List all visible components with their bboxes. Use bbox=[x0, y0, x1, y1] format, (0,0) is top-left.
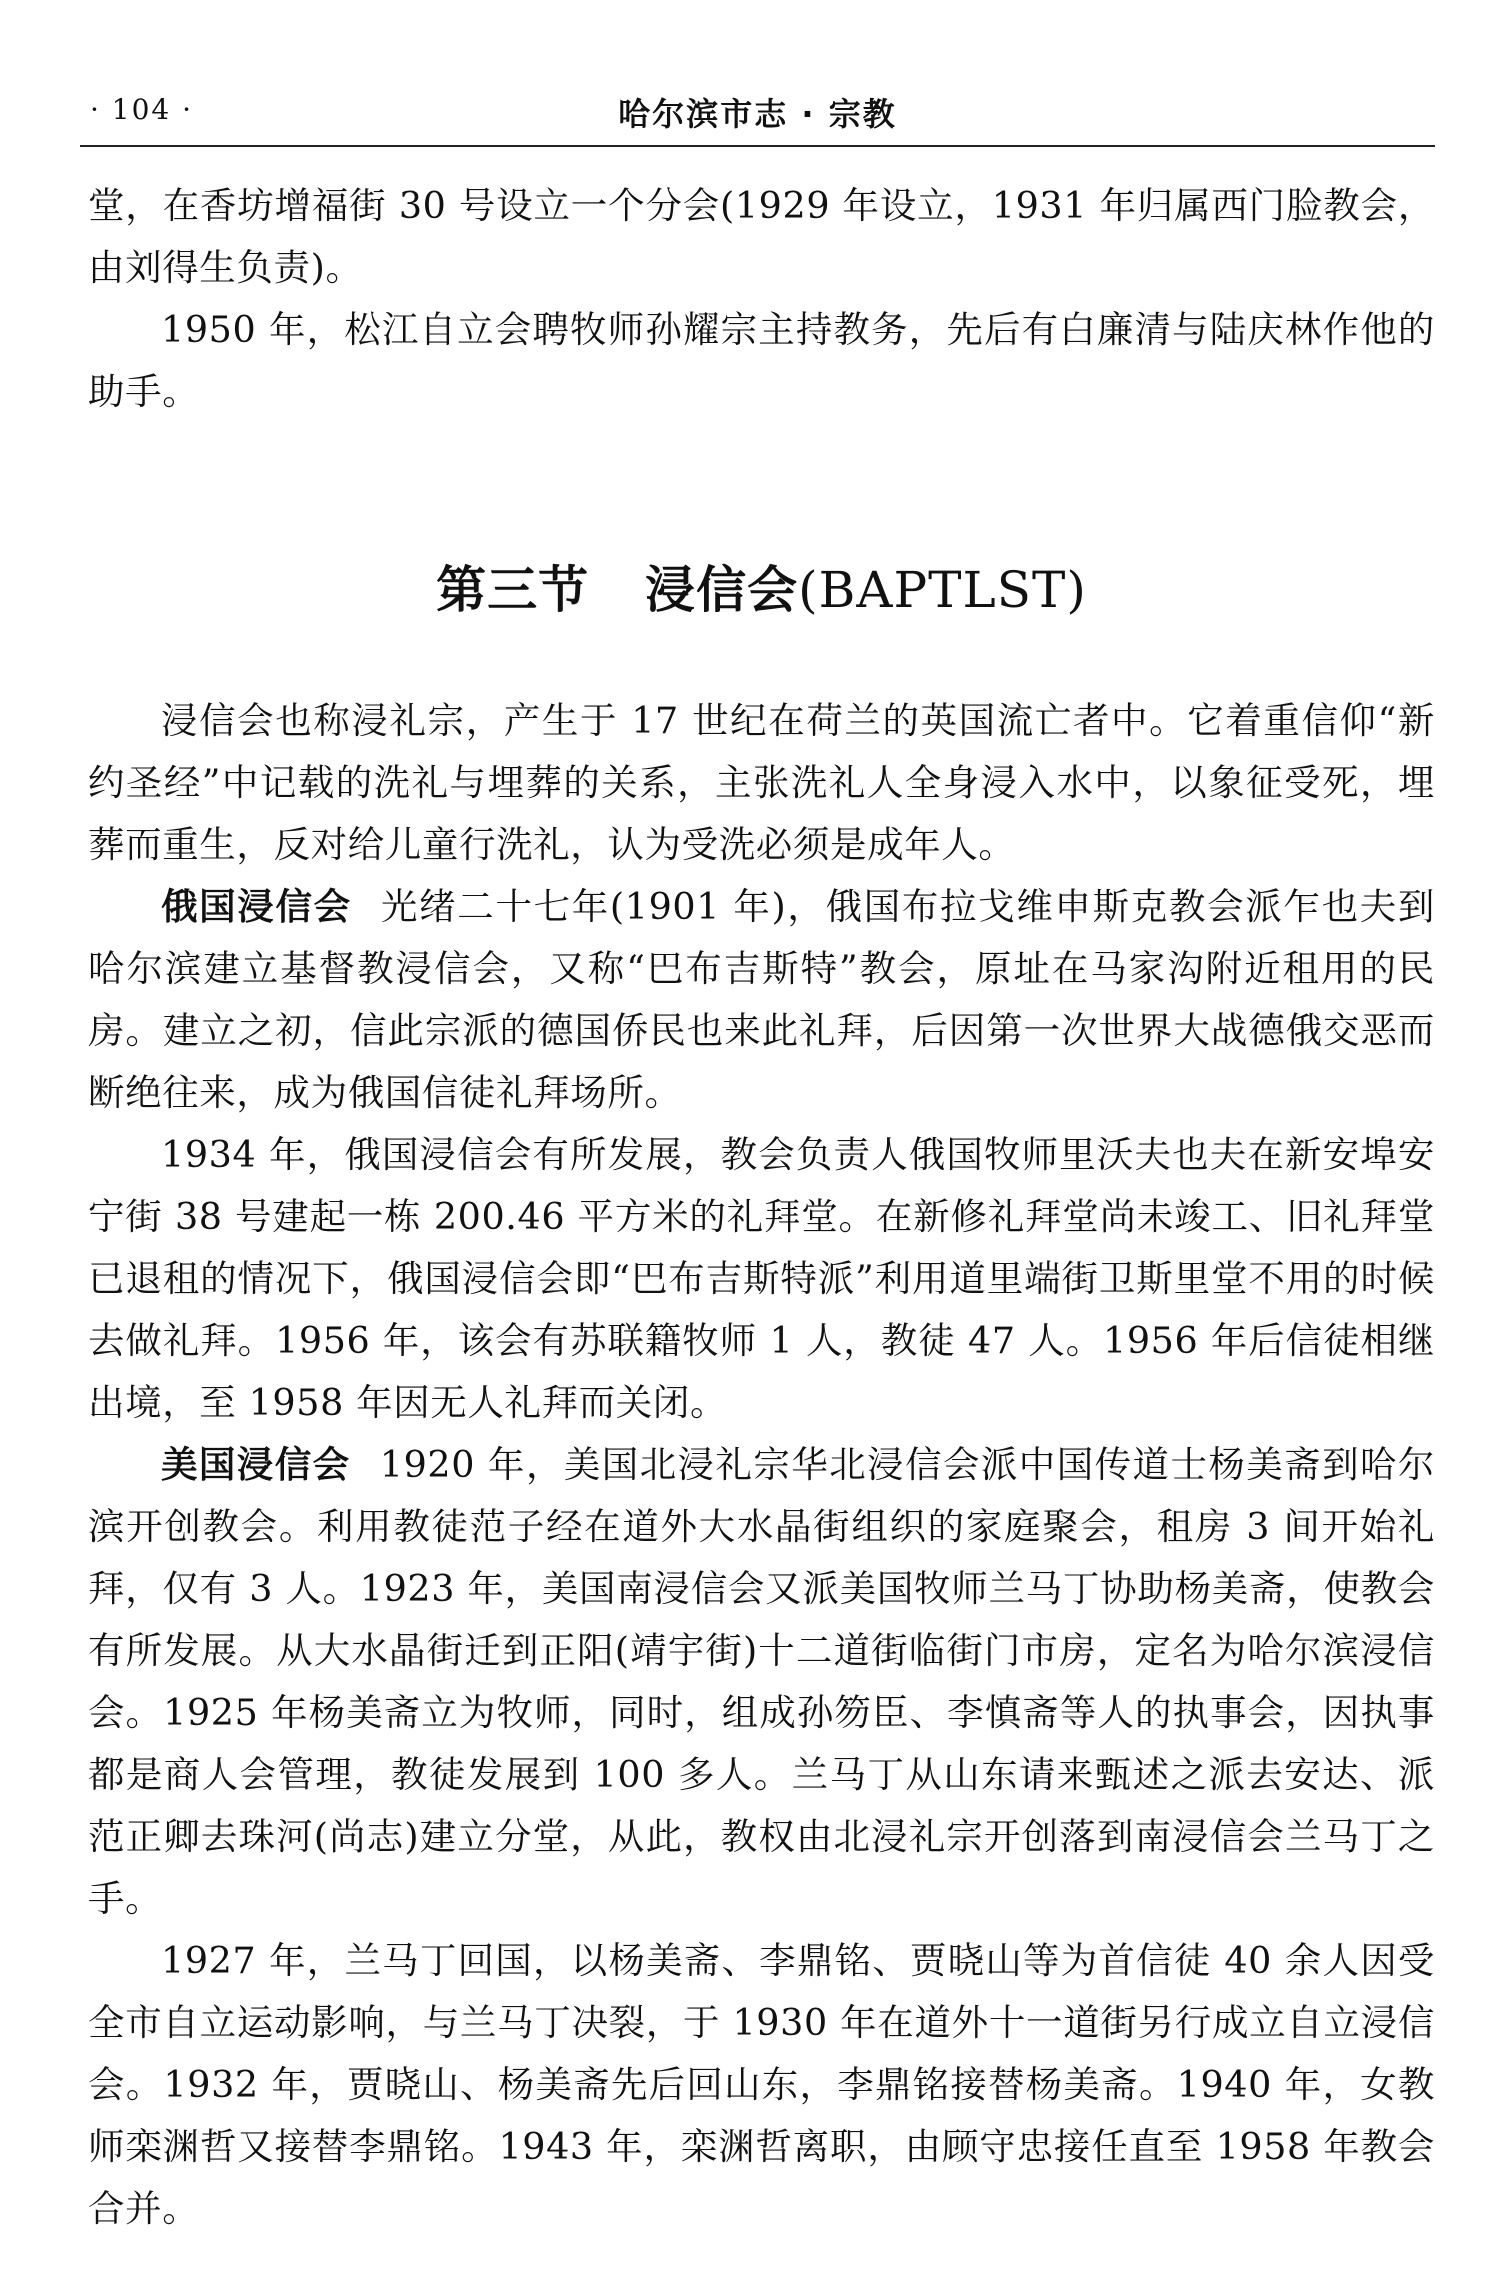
paragraph-russian-baptist bbox=[88, 876, 1435, 1124]
paragraph-russian-text: 光绪二十七年(1901 年)，俄国布拉戈维申斯克教会派乍也夫到哈尔滨建立基督教浸信会，又称“巴布吉斯特”教会，原址在马家沟附近租用的民房。建立之初，信此宗派的德国侨民也来此礼拜，后因第一次世界大战德俄交恶而断绝往来，成为俄国信徒礼拜场所。 bbox=[88, 885, 1436, 1114]
paragraph-american-baptist bbox=[88, 1434, 1435, 1930]
section-latin-title: (BAPTLST) bbox=[798, 561, 1087, 619]
running-title: 哈尔滨市志 · 宗教 bbox=[618, 95, 897, 133]
page-header bbox=[80, 85, 1435, 147]
paragraph-intro: 浸信会也称浸礼宗，产生于 17 世纪在荷兰的英国流亡者中。它着重信仰“新约圣经”中记载的洗礼与埋葬的关系，主张洗礼人全身浸入水中，以象征受死，埋葬而重生，反对给儿童行洗礼，认为受洗必须是成年人。 bbox=[88, 699, 1435, 866]
page-body bbox=[88, 175, 1435, 2240]
paragraph-american-1927: 1927 年，兰马丁回国，以杨美斋、李鼎铭、贾晓山等为首信徒 40 余人因受全市自立运动影响，与兰马丁决裂，于 1930 年在道外十一道街另行成立自立浸信会。1932 年，贾晓山、杨美斋先后回山东，李鼎铭接替杨美斋。1940 年，女教师栾渊哲又接替李鼎铭。1943 年，栾渊哲离职，由顾守忠接任直至 1958 年教会合并。 bbox=[88, 1939, 1435, 2230]
paragraph-american-text: 1920 年，美国北浸礼宗华北浸信会派中国传道士杨美斋到哈尔滨开创教会。利用教徒范子经在道外大水晶街组织的家庭聚会，租房 3 间开始礼拜，仅有 3 人。1923 年，美国南浸信会又派美国牧师兰马丁协助杨美斋，使教会有所发展。从大水晶街迁到正阳(靖宇街)十二道街临街门市房，定名为哈尔滨浸信会。1925 年杨美斋立为牧师，同时，组成孙笏臣、李慎斋等人的执事会，因执事都是商人会管理，教徒发展到 100 多人。兰马丁从山东请来甄述之派去安达、派范正卿去珠河(尚志)建立分堂，从此，教权由北浸礼宗开创落到南浸信会兰马丁之手。 bbox=[88, 1443, 1436, 1920]
run-in-heading-russian: 俄国浸信会 bbox=[161, 885, 352, 928]
paragraph-continued: 堂，在香坊增福街 30 号设立一个分会(1929 年设立，1931 年归属西门脸教会，由刘得生负责)。 bbox=[88, 184, 1435, 289]
page-number: · 104 · bbox=[90, 93, 194, 126]
paragraph-russian-1934: 1934 年，俄国浸信会有所发展，教会负责人俄国牧师里沃夫也夫在新安埠安宁街 38 号建起一栋 200.46 平方米的礼拜堂。在新修礼拜堂尚未竣工、旧礼拜堂已退租的情况下，俄国浸信会即“巴布吉斯特派”利用道里端街卫斯里堂不用的时候去做礼拜。1956 年，该会有苏联籍牧师 1 人，教徒 47 人。1956 年后信徒相继出境，至 1958 年因无人礼拜而关闭。 bbox=[88, 1133, 1435, 1424]
paragraph-songjiang: 1950 年，松江自立会聘牧师孙耀宗主持教务，先后有白廉清与陆庆林作他的助手。 bbox=[88, 308, 1435, 413]
section-number: 第三节 bbox=[436, 561, 590, 619]
section-title: 浸信会 bbox=[645, 561, 799, 619]
run-in-heading-american: 美国浸信会 bbox=[161, 1443, 351, 1486]
section-heading bbox=[88, 550, 1435, 630]
